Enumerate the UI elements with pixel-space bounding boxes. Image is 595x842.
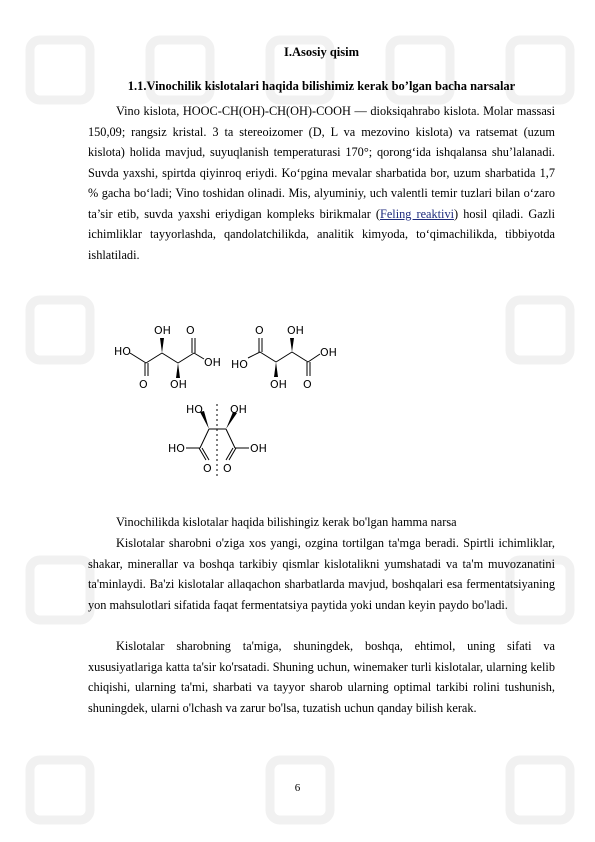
tartaric-acid-structure-2	[230, 316, 342, 394]
oh-label: OH	[287, 324, 304, 337]
section-heading: I.Asosiy qisim	[283, 45, 360, 59]
page-number: 6	[294, 782, 301, 794]
paragraph-acids-taste: Kislotalar sharobni o'ziga xos yangi, ozgina tortilgan ta'mga beradi. Spirtli ichimliklar, shakar, minerallar va boshqa tarkibiy qismlar kislotalikni yumshatadi va ta'm muvozanatini ta'minlaydi. Ba'zi kislotalar allaqachon sharbatlarda mavjud, boshqalari esa fermentatsiyaning yon mahsulotlari sifatida faqat fermentatsiya paytida yoki undan keyin paydo bo'ladi.	[88, 536, 555, 612]
ho-label: HO	[168, 442, 185, 455]
oh-label: OH	[154, 324, 171, 337]
ho-label: HO	[231, 358, 248, 371]
o-label: O	[303, 378, 312, 391]
tartaric-acid-structure-meso	[164, 398, 276, 482]
tartaric-acid-structure-1	[108, 316, 226, 394]
paragraph-text: Vino kislota, HOOC-CH(OH)-CH(OH)-COOH — dioksiqahrabo kislota. Molar massasi 150,09; rangsiz kristal. 3 ta stereoizomer (D, L va mezovino kislota) va ratsemat (uzum kislota) holida mavjud, suyuqlanish temperaturasi 170°; qorong‘ida ishqalansa shu’lalanadi. Suvda yaxshi, spirtda qiyinroq eriydi. Ko‘pgina mevalar sharbatida bor, uzum sharbatida 1,7 % gacha bo‘ladi; Vino toshidan olinadi. Mis, alyuminiy, uch valentli temir tuzlari bilan o‘zaro ta’sir etib, suvda yaxshi eriydigan kompleks birikmalar (	[88, 104, 555, 221]
oh-label: OH	[250, 442, 267, 455]
oh-label: OH	[320, 346, 337, 359]
paragraph-tartaric-acid	[88, 101, 555, 265]
paragraph-intro: Vinochilikda kislotalar haqida bilishingiz kerak bo'lgan hamma narsa	[116, 515, 457, 529]
oh-label: OH	[270, 378, 287, 391]
oh-label: OH	[170, 378, 187, 391]
o-label: O	[139, 378, 148, 391]
paragraph-acids-influence: Kislotalar sharobning ta'miga, shuningdek, boshqa, ehtimol, uning sifati va xususiyatlariga katta ta'sir ko'rsatadi. Shuning uchun, winemaker turli kislotalar, ularning kelib chiqishi, ularning ta'mi, sharbati va tayyor sharob ularning optimal tarkibi rolini tushunish, shuningdek, ularni o'lchash va zarur bo'lsa, tuzatish uchun qanday bilish kerak.	[88, 639, 555, 715]
o-label: O	[203, 462, 212, 475]
o-label: O	[186, 324, 195, 337]
oh-label: OH	[204, 356, 221, 369]
ho-label: HO	[114, 345, 131, 358]
ho-label: HO	[186, 403, 203, 416]
o-label: O	[255, 324, 264, 337]
feling-reagent-link[interactable]: Feling reaktivi	[379, 206, 455, 221]
paragraph-text: ) hosil qiladi. Gazli ichimliklar tayyorlashda, qandolatchilikda, analitik kimyoda, to‘qimachilikda, tibbiyotda ishlatiladi.	[88, 206, 555, 262]
subsection-heading: 1.1.Vinochilik kislotalari haqida bilishimiz kerak bo’lgan bacha narsalar	[127, 79, 516, 93]
o-label: O	[223, 462, 232, 475]
oh-label: OH	[230, 403, 247, 416]
